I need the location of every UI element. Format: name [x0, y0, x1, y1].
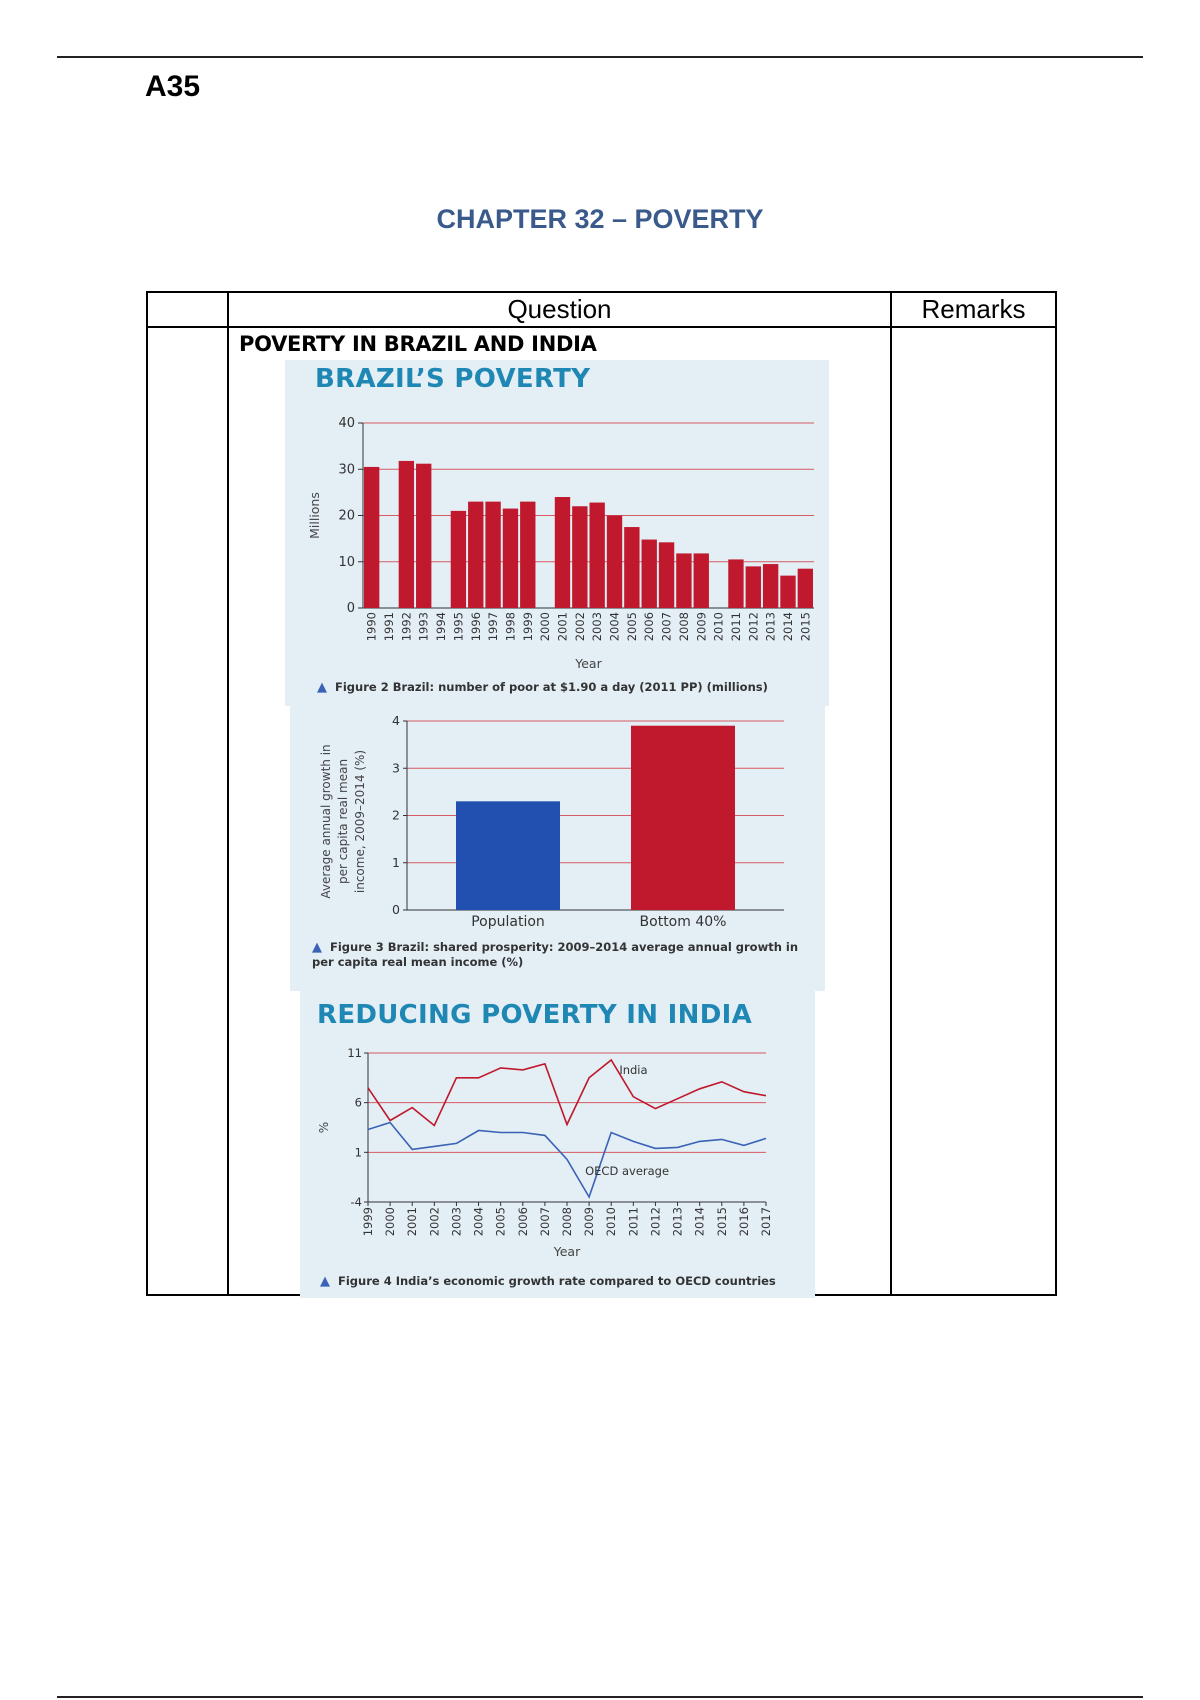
- y-tick-label: 3: [392, 760, 400, 776]
- y-axis-label: %: [317, 1121, 331, 1134]
- x-tick-label: 2000: [383, 1207, 398, 1237]
- bar: [485, 502, 500, 608]
- x-tick-label: 2009: [582, 1207, 597, 1237]
- x-tick-label: 2002: [572, 612, 587, 642]
- bar: [624, 527, 639, 608]
- bar: [631, 726, 735, 910]
- x-tick-label: 2006: [642, 612, 657, 642]
- india-growth-chart: [300, 991, 815, 1271]
- header-cell-number: [147, 292, 228, 327]
- bar: [468, 502, 483, 608]
- bar: [798, 569, 813, 608]
- x-tick-label: 2011: [626, 1207, 641, 1237]
- x-tick-label: 2014: [692, 1207, 707, 1237]
- x-tick-label: 1994: [434, 612, 449, 642]
- x-tick-label: 1991: [382, 612, 397, 642]
- figure-2-caption-text: Figure 2 Brazil: number of poor at $1.90 a day (2011 PP) (millions): [335, 680, 768, 694]
- x-tick-label: 2006: [515, 1207, 530, 1237]
- x-tick-label: 2005: [493, 1207, 508, 1237]
- bar: [590, 503, 605, 608]
- shared-prosperity-chart: [290, 706, 825, 936]
- x-tick-label: 2003: [449, 1207, 464, 1237]
- bar: [456, 801, 560, 910]
- chapter-title: CHAPTER 32 – POVERTY: [436, 204, 764, 234]
- x-tick-label: 1999: [361, 1207, 375, 1237]
- x-tick-label: 1997: [486, 612, 501, 642]
- x-tick-label: 2004: [607, 612, 622, 642]
- x-tick-label: 2000: [538, 612, 553, 642]
- x-tick-label: 2010: [604, 1207, 619, 1237]
- x-tick-label: 2005: [624, 612, 639, 642]
- x-tick-label: 2015: [798, 612, 813, 642]
- brazil-poverty-panel: [285, 360, 829, 706]
- x-tick-label: 2002: [427, 1207, 442, 1237]
- x-tick-label: 2013: [670, 1207, 685, 1237]
- x-tick-label: 1998: [503, 612, 518, 642]
- figure-3-caption: [312, 940, 812, 969]
- x-tick-label: 2012: [746, 612, 761, 642]
- x-tick-label: 2008: [676, 612, 691, 642]
- x-tick-label: 2016: [736, 1207, 751, 1237]
- x-tick-label: 2015: [714, 1207, 729, 1237]
- series-label-oecd: OECD average: [585, 1164, 670, 1179]
- figure-4-caption: [320, 1274, 810, 1289]
- header-row: [147, 292, 1056, 327]
- x-tick-label: 2004: [471, 1207, 486, 1237]
- x-tick-label: 2001: [405, 1207, 420, 1237]
- bar: [555, 497, 570, 608]
- figure-2-caption: [317, 680, 817, 695]
- bottom-rule: [57, 1696, 1143, 1698]
- series-line-india: [368, 1060, 766, 1126]
- x-axis-label: Year: [575, 656, 602, 671]
- y-axis-label: per capita real mean: [336, 758, 350, 885]
- bar: [607, 516, 622, 609]
- x-tick-label: 2008: [560, 1207, 574, 1237]
- bar: [763, 564, 778, 608]
- y-tick-label: 11: [347, 1046, 362, 1060]
- x-tick-label: 1999: [520, 612, 535, 642]
- x-tick-label: 2012: [648, 1207, 663, 1237]
- caption-triangle-icon: ▲: [320, 1274, 330, 1289]
- x-tick-label: 2017: [759, 1207, 773, 1237]
- x-tick-label: 2013: [763, 612, 778, 642]
- bar: [728, 559, 743, 608]
- x-tick-label: 2007: [537, 1207, 552, 1237]
- bar: [520, 502, 535, 608]
- remarks-cell: [891, 327, 1056, 1295]
- figure-3-caption-text: Figure 3 Brazil: shared prosperity: 2009–2014 average annual growth in per capita real mean income (%): [312, 940, 799, 969]
- header-cell-question: Question: [228, 292, 891, 327]
- x-tick-label: Population: [471, 914, 545, 930]
- x-tick-label: 1990: [364, 612, 379, 642]
- y-axis-label: Average annual growth in: [319, 744, 333, 899]
- x-tick-label: 2009: [694, 612, 709, 642]
- figure-4-caption-text: Figure 4 India’s economic growth rate compared to OECD countries: [338, 1274, 776, 1288]
- y-tick-label: 0: [346, 601, 355, 616]
- x-tick-label: 1996: [468, 612, 483, 642]
- bar: [676, 553, 691, 608]
- x-tick-label: 2014: [780, 612, 795, 642]
- y-axis-label: Millions: [307, 492, 322, 539]
- y-tick-label: -4: [350, 1195, 362, 1209]
- y-tick-label: 2: [392, 807, 400, 823]
- bar: [503, 509, 518, 608]
- india-poverty-title: REDUCING POVERTY IN INDIA: [317, 1000, 752, 1030]
- y-tick-label: 0: [392, 902, 400, 917]
- shared-prosperity-panel: [290, 706, 825, 991]
- y-axis-label: income, 2009–2014 (%): [353, 749, 367, 894]
- section-heading: POVERTY IN BRAZIL AND INDIA: [239, 332, 597, 356]
- y-tick-label: 40: [338, 416, 355, 431]
- x-axis-label: Year: [553, 1244, 581, 1259]
- x-tick-label: 1992: [399, 612, 414, 642]
- series-label-india: India: [619, 1062, 648, 1077]
- bar: [416, 464, 431, 608]
- y-tick-label: 1: [392, 854, 400, 870]
- bar: [780, 576, 795, 608]
- y-tick-label: 30: [338, 462, 355, 478]
- y-tick-label: 10: [338, 554, 355, 570]
- x-tick-label: 2010: [711, 612, 726, 642]
- y-tick-label: 20: [338, 508, 355, 524]
- brazil-poverty-title: BRAZIL’S POVERTY: [315, 364, 591, 394]
- x-tick-label: 2001: [555, 612, 570, 642]
- x-tick-label: 2011: [728, 612, 743, 642]
- series-line-oecd: [368, 1123, 766, 1198]
- top-rule: [57, 56, 1143, 58]
- header-cell-remarks: Remarks: [891, 292, 1056, 327]
- brazil-poverty-chart: [285, 360, 829, 680]
- bar: [746, 566, 761, 608]
- number-cell: [147, 327, 228, 1295]
- bar: [659, 542, 674, 608]
- bar: [642, 540, 657, 608]
- x-tick-label: 2003: [590, 612, 605, 642]
- caption-triangle-icon: ▲: [312, 940, 322, 955]
- y-tick-label: 6: [354, 1095, 362, 1110]
- bar: [451, 511, 466, 608]
- x-tick-label: 2007: [659, 612, 674, 642]
- bar: [694, 553, 709, 608]
- bar: [364, 467, 379, 608]
- x-tick-label: Bottom 40%: [639, 914, 727, 930]
- india-poverty-panel: [300, 991, 815, 1298]
- y-tick-label: 4: [392, 713, 400, 728]
- y-tick-label: 1: [354, 1145, 362, 1160]
- bar: [399, 461, 414, 608]
- bar: [572, 506, 587, 608]
- x-tick-label: 1995: [451, 612, 466, 642]
- caption-triangle-icon: ▲: [317, 680, 327, 695]
- page-code: A35: [145, 70, 201, 103]
- x-tick-label: 1993: [416, 612, 431, 642]
